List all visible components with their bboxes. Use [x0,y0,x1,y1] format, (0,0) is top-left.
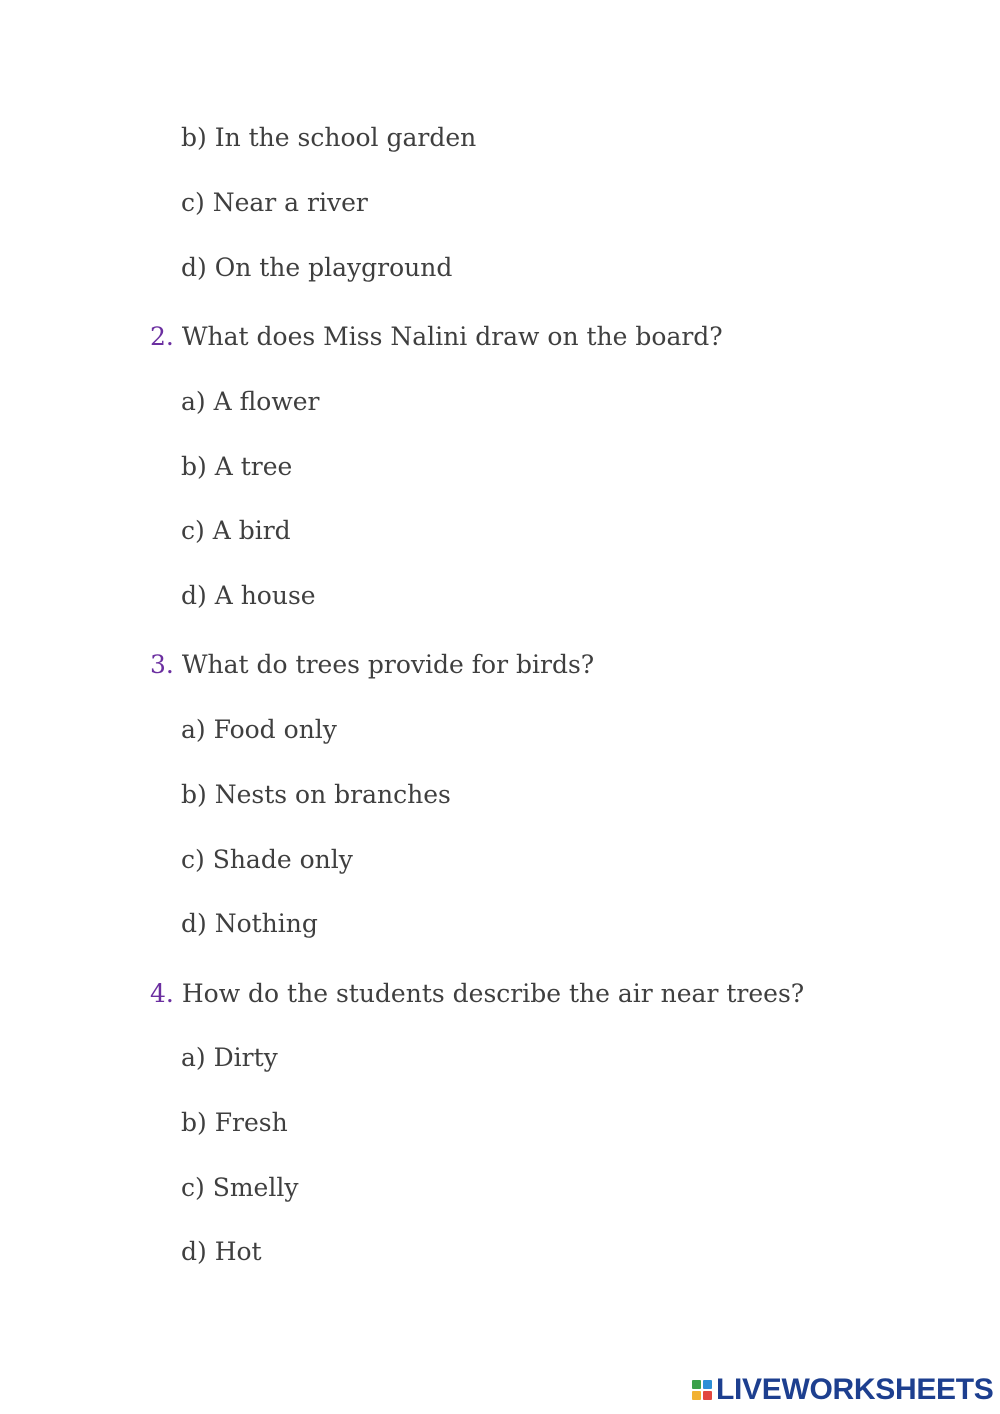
question-3-option-a: a) Food only [181,715,337,744]
question-2-text: What does Miss Nalini draw on the board? [181,322,723,351]
question-3-number: 3. [150,650,174,679]
question-4-option-a: a) Dirty [181,1043,278,1072]
question-3-option-c: c) Shade only [181,845,353,874]
question-4-option-d: d) Hot [181,1237,262,1266]
question-2-option-c: c) A bird [181,516,291,545]
question-2-option-d: d) A house [181,581,316,610]
question-3-option-d: d) Nothing [181,909,318,938]
question-4-text: How do the students describe the air near trees? [181,979,805,1008]
liveworksheets-logo-text: LIVEWORKSHEETS [716,1373,994,1406]
question-1-option-c: c) Near a river [181,188,368,217]
question-1-option-b: b) In the school garden [181,123,477,152]
liveworksheets-logo [692,1374,994,1406]
question-2-option-a: a) A flower [181,387,320,416]
question-3-text: What do trees provide for birds? [181,650,595,679]
question-3 [150,650,594,680]
question-2-number: 2. [150,322,174,351]
question-4-number: 4. [150,979,174,1008]
question-4 [150,979,804,1009]
question-2-option-b: b) A tree [181,452,293,481]
liveworksheets-logo-icon [692,1380,712,1400]
question-2 [150,322,723,352]
question-4-option-c: c) Smelly [181,1173,299,1202]
question-4-option-b: b) Fresh [181,1108,288,1137]
question-1-option-d: d) On the playground [181,253,453,282]
question-3-option-b: b) Nests on branches [181,780,451,809]
